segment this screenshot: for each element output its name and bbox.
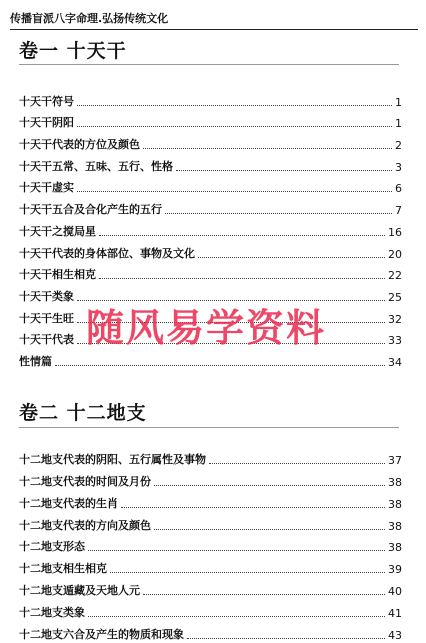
toc-entry[interactable] <box>19 217 402 239</box>
volume-2-toc <box>19 445 402 642</box>
toc-entry-page: 38 <box>388 519 402 533</box>
toc-entry[interactable] <box>19 620 402 642</box>
toc-entry-label: 十二地支代表的阴阳、五行属性及事物 <box>19 452 206 466</box>
toc-entry-label: 十二地支六合及产生的物质和现象 <box>19 628 184 642</box>
toc-entry-label: 十天干代表的身体部位、事物及文化 <box>19 246 195 260</box>
toc-entry[interactable] <box>19 109 402 131</box>
toc-entry[interactable] <box>19 152 402 174</box>
toc-entry-label: 十天干类象 <box>19 289 74 303</box>
toc-entry-label: 十天干符号 <box>19 94 74 108</box>
toc-leader <box>77 126 392 127</box>
toc-entry-page: 3 <box>395 160 402 174</box>
toc-leader <box>154 529 385 530</box>
toc-entry-label: 十二地支类象 <box>19 606 85 620</box>
toc-leader <box>88 616 385 617</box>
toc-leader <box>88 550 385 551</box>
toc-leader <box>198 257 385 258</box>
toc-entry-label: 性情篇 <box>19 354 52 368</box>
toc-leader <box>143 594 385 595</box>
toc-entry[interactable] <box>19 533 402 555</box>
toc-entry-label: 十天干五常、五味、五行、性格 <box>19 159 173 173</box>
toc-leader <box>110 572 385 573</box>
toc-entry-page: 1 <box>395 95 402 109</box>
toc-leader <box>176 170 392 171</box>
toc-entry[interactable] <box>19 489 402 511</box>
toc-entry-label: 十二地支代表的方向及颜色 <box>19 518 151 532</box>
toc-leader <box>99 235 385 236</box>
toc-leader <box>121 507 385 508</box>
toc-entry-label: 十天干代表的方位及颜色 <box>19 138 140 152</box>
toc-entry-label: 十二地支代表的生肖 <box>19 496 118 510</box>
toc-entry-page: 39 <box>388 563 402 577</box>
toc-entry-page: 38 <box>388 497 402 511</box>
toc-entry-label: 十天干代表 <box>19 333 74 347</box>
toc-leader <box>55 365 385 366</box>
toc-entry-label: 十天干相生相克 <box>19 268 96 282</box>
toc-entry-page: 6 <box>395 182 402 196</box>
toc-leader <box>143 148 392 149</box>
toc-entry-page: 7 <box>395 204 402 218</box>
volume-2-title: 卷二 十二地支 <box>19 402 147 424</box>
toc-leader <box>209 463 385 464</box>
toc-entry-page: 37 <box>388 453 402 467</box>
toc-leader <box>77 191 392 192</box>
toc-entry-page: 40 <box>388 585 402 599</box>
toc-entry-page: 41 <box>388 607 402 621</box>
toc-entry-page: 43 <box>388 629 402 643</box>
toc-entry-page: 2 <box>395 139 402 153</box>
toc-entry[interactable] <box>19 261 402 283</box>
toc-leader <box>77 105 392 106</box>
toc-entry[interactable] <box>19 445 402 467</box>
toc-entry-label: 十天干虚实 <box>19 181 74 195</box>
toc-entry[interactable] <box>19 511 402 533</box>
toc-entry-page: 16 <box>388 225 402 239</box>
toc-entry-label: 十天干之搅局星 <box>19 224 96 238</box>
toc-entry[interactable] <box>19 554 402 576</box>
toc-leader <box>99 278 385 279</box>
toc-leader <box>165 213 392 214</box>
toc-entry[interactable] <box>19 174 402 196</box>
toc-entry[interactable] <box>19 467 402 489</box>
toc-entry-page: 33 <box>388 334 402 348</box>
toc-entry-page: 34 <box>388 355 402 369</box>
toc-entry-page: 22 <box>388 269 402 283</box>
volume-1-title: 卷一 十天干 <box>19 40 127 62</box>
page-header: 传播盲派八字命理.弘扬传统文化 <box>10 12 169 25</box>
watermark-text: 随风易学资料 <box>86 306 327 350</box>
toc-entry-label: 十天干生旺 <box>19 311 74 325</box>
toc-leader <box>154 485 385 486</box>
toc-leader <box>187 638 385 639</box>
volume-1-rule <box>19 64 399 65</box>
volume-2-rule <box>19 427 399 428</box>
toc-entry[interactable] <box>19 598 402 620</box>
header-rule <box>10 29 418 30</box>
toc-entry-label: 十天干五合及合化产生的五行 <box>19 203 162 217</box>
toc-entry-page: 25 <box>388 290 402 304</box>
toc-entry-page: 20 <box>388 247 402 261</box>
toc-entry-label: 十二地支形态 <box>19 540 85 554</box>
toc-entry-page: 38 <box>388 541 402 555</box>
toc-entry[interactable] <box>19 130 402 152</box>
toc-entry-page: 1 <box>395 117 402 131</box>
toc-entry-label: 十二地支遁藏及天地人元 <box>19 584 140 598</box>
toc-entry-page: 38 <box>388 475 402 489</box>
toc-entry[interactable] <box>19 195 402 217</box>
toc-entry-label: 十二地支相生相克 <box>19 562 107 576</box>
toc-entry[interactable] <box>19 576 402 598</box>
toc-entry-page: 32 <box>388 312 402 326</box>
toc-entry-label: 十二地支代表的时间及月份 <box>19 474 151 488</box>
toc-entry-label: 十天干阴阳 <box>19 116 74 130</box>
toc-entry[interactable] <box>19 239 402 261</box>
toc-entry[interactable] <box>19 87 402 109</box>
